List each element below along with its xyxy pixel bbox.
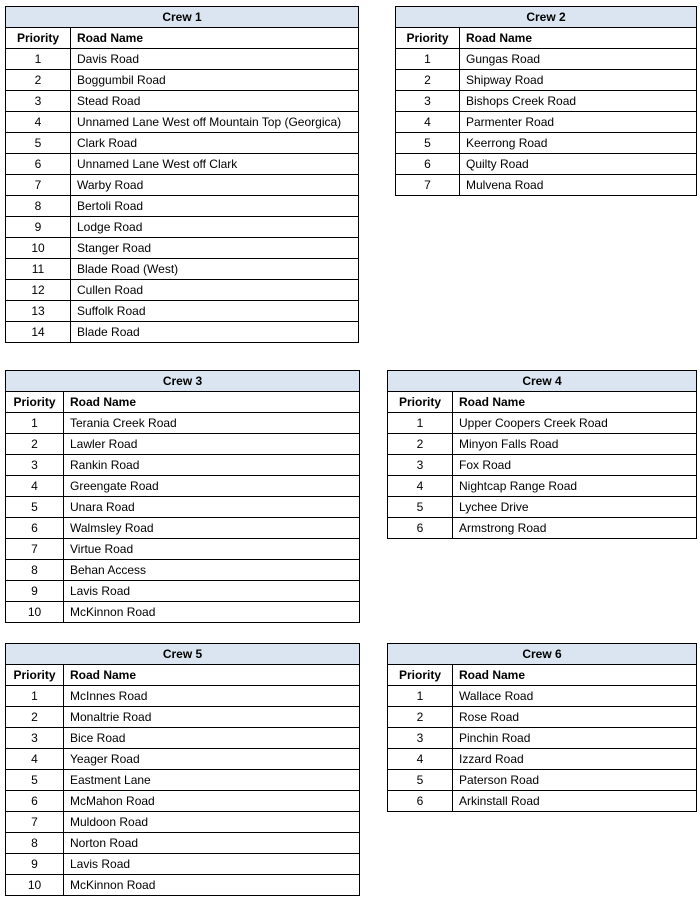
road-name-header: Road Name xyxy=(460,28,697,49)
table-row xyxy=(388,497,697,518)
road-name-cell: Stanger Road xyxy=(71,238,359,259)
road-name-cell: Parmenter Road xyxy=(460,112,697,133)
priority-cell: 2 xyxy=(388,707,453,728)
table-row xyxy=(388,686,697,707)
road-name-cell: Davis Road xyxy=(71,49,359,70)
crew-2-title: Crew 2 xyxy=(396,7,697,28)
priority-cell: 10 xyxy=(6,875,64,896)
priority-cell: 10 xyxy=(6,238,71,259)
priority-cell: 4 xyxy=(6,112,71,133)
priority-cell: 5 xyxy=(388,770,453,791)
road-name-cell: Monaltrie Road xyxy=(64,707,360,728)
road-name-cell: Greengate Road xyxy=(64,476,360,497)
priority-cell: 1 xyxy=(6,49,71,70)
road-name-cell: Izzard Road xyxy=(453,749,697,770)
road-name-cell: Eastment Lane xyxy=(64,770,360,791)
priority-cell: 4 xyxy=(6,476,64,497)
table-row xyxy=(6,70,359,91)
priority-cell: 1 xyxy=(388,413,453,434)
priority-cell: 3 xyxy=(6,728,64,749)
priority-cell: 14 xyxy=(6,322,71,343)
priority-cell: 6 xyxy=(6,154,71,175)
road-name-header: Road Name xyxy=(453,665,697,686)
table-row xyxy=(388,707,697,728)
road-name-cell: Clark Road xyxy=(71,133,359,154)
crew-6-table xyxy=(387,643,697,812)
road-name-cell: Behan Access xyxy=(64,560,360,581)
table-row xyxy=(6,238,359,259)
priority-cell: 2 xyxy=(396,70,460,91)
road-name-cell: Cullen Road xyxy=(71,280,359,301)
road-name-cell: Mulvena Road xyxy=(460,175,697,196)
table-row xyxy=(6,707,360,728)
road-name-cell: Keerrong Road xyxy=(460,133,697,154)
road-name-cell: Rose Road xyxy=(453,707,697,728)
road-name-cell: McKinnon Road xyxy=(64,875,360,896)
priority-header: Priority xyxy=(6,665,64,686)
road-name-cell: Upper Coopers Creek Road xyxy=(453,413,697,434)
priority-header: Priority xyxy=(6,392,64,413)
priority-cell: 4 xyxy=(396,112,460,133)
table-row xyxy=(6,749,360,770)
road-name-cell: Unnamed Lane West off Clark xyxy=(71,154,359,175)
table-row xyxy=(6,196,359,217)
table-row xyxy=(388,728,697,749)
road-name-header: Road Name xyxy=(453,392,697,413)
table-row xyxy=(6,154,359,175)
crew-5-title: Crew 5 xyxy=(6,644,360,665)
road-name-cell: Virtue Road xyxy=(64,539,360,560)
road-name-cell: Lychee Drive xyxy=(453,497,697,518)
road-name-cell: McInnes Road xyxy=(64,686,360,707)
table-row xyxy=(6,49,359,70)
table-row xyxy=(388,413,697,434)
priority-cell: 4 xyxy=(388,476,453,497)
priority-cell: 7 xyxy=(6,812,64,833)
table-row xyxy=(6,833,360,854)
road-name-cell: Lodge Road xyxy=(71,217,359,238)
road-name-cell: Boggumbil Road xyxy=(71,70,359,91)
crew-1-title: Crew 1 xyxy=(6,7,359,28)
road-name-cell: Nightcap Range Road xyxy=(453,476,697,497)
priority-cell: 8 xyxy=(6,833,64,854)
crew-6-title: Crew 6 xyxy=(388,644,697,665)
table-row xyxy=(6,476,360,497)
road-name-cell: Arkinstall Road xyxy=(453,791,697,812)
table-row xyxy=(6,602,360,623)
road-name-cell: Pinchin Road xyxy=(453,728,697,749)
priority-cell: 5 xyxy=(6,497,64,518)
priority-cell: 9 xyxy=(6,581,64,602)
priority-cell: 2 xyxy=(6,70,71,91)
road-name-cell: Wallace Road xyxy=(453,686,697,707)
road-name-cell: McKinnon Road xyxy=(64,602,360,623)
table-row xyxy=(6,217,359,238)
road-name-cell: Yeager Road xyxy=(64,749,360,770)
table-row xyxy=(6,112,359,133)
priority-cell: 1 xyxy=(388,686,453,707)
table-row xyxy=(388,434,697,455)
table-row xyxy=(6,854,360,875)
table-row xyxy=(6,133,359,154)
table-row xyxy=(388,770,697,791)
table-row xyxy=(6,413,360,434)
road-name-cell: Paterson Road xyxy=(453,770,697,791)
table-row xyxy=(6,434,360,455)
priority-cell: 9 xyxy=(6,854,64,875)
road-name-cell: Unara Road xyxy=(64,497,360,518)
table-row xyxy=(396,91,697,112)
priority-cell: 2 xyxy=(6,434,64,455)
priority-cell: 7 xyxy=(6,539,64,560)
road-name-cell: Rankin Road xyxy=(64,455,360,476)
table-row xyxy=(6,581,360,602)
road-name-cell: Unnamed Lane West off Mountain Top (Georgica) xyxy=(71,112,359,133)
road-name-cell: Walmsley Road xyxy=(64,518,360,539)
table-row xyxy=(6,91,359,112)
priority-cell: 10 xyxy=(6,602,64,623)
road-name-header: Road Name xyxy=(71,28,359,49)
table-row xyxy=(388,518,697,539)
road-name-cell: Armstrong Road xyxy=(453,518,697,539)
priority-cell: 13 xyxy=(6,301,71,322)
road-name-cell: Shipway Road xyxy=(460,70,697,91)
priority-header: Priority xyxy=(396,28,460,49)
road-name-cell: Lavis Road xyxy=(64,581,360,602)
priority-cell: 5 xyxy=(6,133,71,154)
priority-cell: 4 xyxy=(388,749,453,770)
priority-cell: 6 xyxy=(388,791,453,812)
priority-cell: 8 xyxy=(6,196,71,217)
table-row xyxy=(388,476,697,497)
priority-header: Priority xyxy=(6,28,71,49)
table-row xyxy=(388,791,697,812)
road-name-cell: Bishops Creek Road xyxy=(460,91,697,112)
table-row xyxy=(6,259,359,280)
table-row xyxy=(6,791,360,812)
road-name-cell: Lavis Road xyxy=(64,854,360,875)
crew-2-table xyxy=(395,6,697,196)
table-row xyxy=(6,301,359,322)
table-row xyxy=(6,686,360,707)
priority-cell: 11 xyxy=(6,259,71,280)
road-name-cell: Muldoon Road xyxy=(64,812,360,833)
table-row xyxy=(6,875,360,896)
priority-cell: 8 xyxy=(6,560,64,581)
priority-cell: 7 xyxy=(396,175,460,196)
crew-3-title: Crew 3 xyxy=(6,371,360,392)
road-name-cell: Quilty Road xyxy=(460,154,697,175)
road-name-header: Road Name xyxy=(64,392,360,413)
road-name-cell: Gungas Road xyxy=(460,49,697,70)
priority-cell: 2 xyxy=(6,707,64,728)
road-name-cell: Bertoli Road xyxy=(71,196,359,217)
road-name-cell: McMahon Road xyxy=(64,791,360,812)
priority-cell: 9 xyxy=(6,217,71,238)
priority-cell: 5 xyxy=(6,770,64,791)
priority-header: Priority xyxy=(388,665,453,686)
priority-cell: 1 xyxy=(6,413,64,434)
table-row xyxy=(388,749,697,770)
table-row xyxy=(396,175,697,196)
road-name-cell: Lawler Road xyxy=(64,434,360,455)
road-name-cell: Terania Creek Road xyxy=(64,413,360,434)
crew-5-table xyxy=(5,643,360,896)
road-name-cell: Blade Road xyxy=(71,322,359,343)
priority-cell: 3 xyxy=(6,455,64,476)
priority-cell: 6 xyxy=(396,154,460,175)
crew-3-table xyxy=(5,370,360,623)
table-row xyxy=(396,133,697,154)
priority-cell: 5 xyxy=(388,497,453,518)
priority-cell: 4 xyxy=(6,749,64,770)
priority-cell: 3 xyxy=(388,728,453,749)
priority-cell: 12 xyxy=(6,280,71,301)
table-row xyxy=(396,112,697,133)
priority-cell: 5 xyxy=(396,133,460,154)
road-name-cell: Norton Road xyxy=(64,833,360,854)
priority-cell: 3 xyxy=(6,91,71,112)
priority-cell: 6 xyxy=(6,518,64,539)
priority-cell: 7 xyxy=(6,175,71,196)
table-row xyxy=(396,70,697,91)
table-row xyxy=(6,175,359,196)
table-row xyxy=(6,497,360,518)
table-row xyxy=(396,154,697,175)
road-name-cell: Minyon Falls Road xyxy=(453,434,697,455)
table-row xyxy=(6,455,360,476)
table-row xyxy=(6,280,359,301)
priority-cell: 1 xyxy=(6,686,64,707)
road-name-cell: Suffolk Road xyxy=(71,301,359,322)
priority-cell: 2 xyxy=(388,434,453,455)
road-name-cell: Blade Road (West) xyxy=(71,259,359,280)
table-row xyxy=(6,560,360,581)
table-row xyxy=(388,455,697,476)
table-row xyxy=(6,728,360,749)
road-name-cell: Bice Road xyxy=(64,728,360,749)
table-row xyxy=(6,539,360,560)
crew-4-table xyxy=(387,370,697,539)
priority-header: Priority xyxy=(388,392,453,413)
crew-1-table xyxy=(5,6,359,343)
table-row xyxy=(6,518,360,539)
table-row xyxy=(6,322,359,343)
priority-cell: 6 xyxy=(6,791,64,812)
crew-4-title: Crew 4 xyxy=(388,371,697,392)
priority-cell: 3 xyxy=(388,455,453,476)
road-name-header: Road Name xyxy=(64,665,360,686)
table-row xyxy=(396,49,697,70)
table-row xyxy=(6,770,360,791)
table-row xyxy=(6,812,360,833)
priority-cell: 6 xyxy=(388,518,453,539)
road-name-cell: Warby Road xyxy=(71,175,359,196)
priority-cell: 1 xyxy=(396,49,460,70)
priority-cell: 3 xyxy=(396,91,460,112)
road-name-cell: Stead Road xyxy=(71,91,359,112)
road-name-cell: Fox Road xyxy=(453,455,697,476)
